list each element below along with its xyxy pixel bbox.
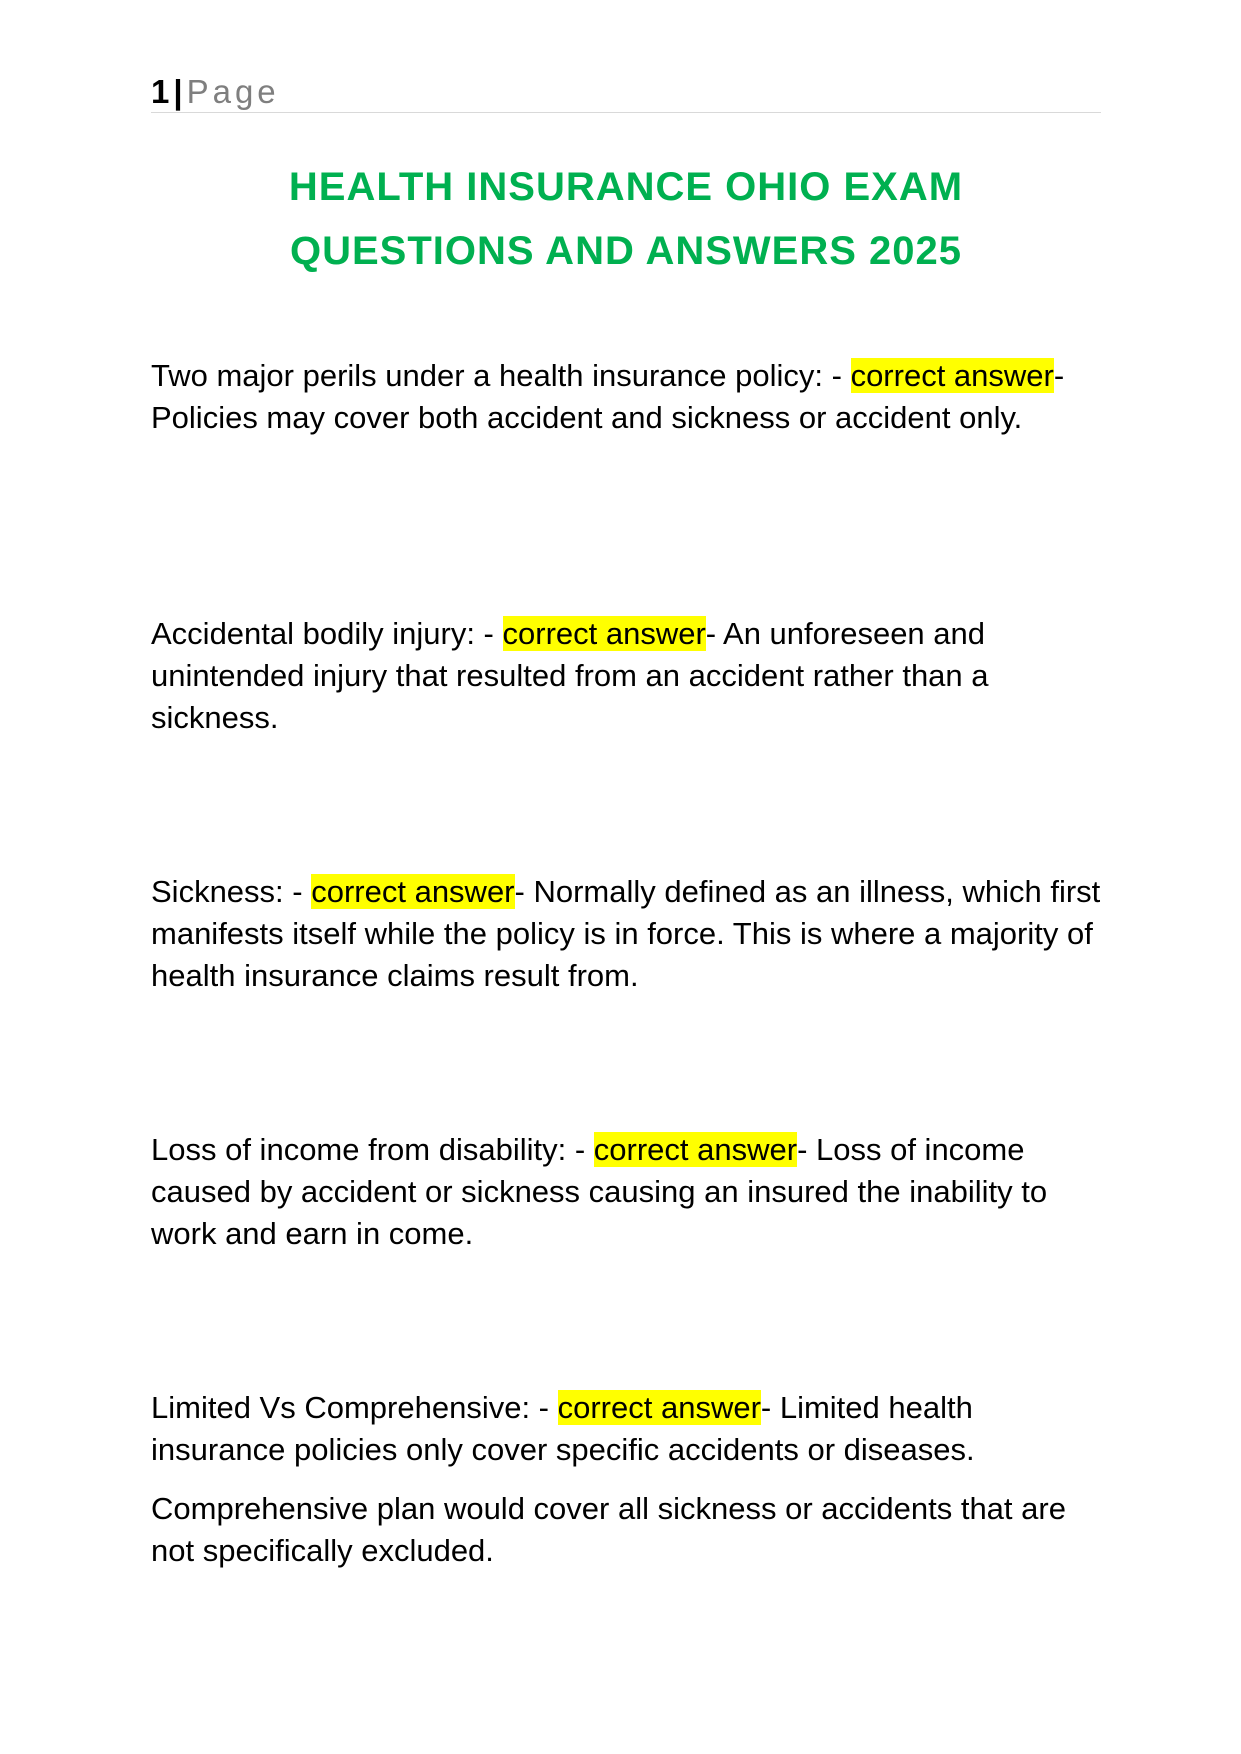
answer-text: - Normally defined as an illness, which first manifests itself while the policy is in force. This is where a majority of health insurance claims result from. [151, 874, 1101, 993]
question-text: Two major perils under a health insurance policy: - [151, 358, 851, 393]
answer-marker: correct answer [557, 1390, 761, 1425]
header-separator: | [173, 73, 183, 110]
answer-marker: correct answer [502, 616, 706, 651]
qa-item [151, 355, 1101, 439]
page-label: Page [186, 73, 280, 110]
qa-item [151, 1387, 1101, 1471]
qa-item [151, 1129, 1101, 1255]
answer-text: - Loss of income caused by accident or sickness causing an insured the inability to work and earn in come. [151, 1132, 1048, 1251]
page-number: 1 [151, 73, 170, 110]
answer-text: - Policies may cover both accident and sickness or accident only. [151, 358, 1065, 435]
answer-text: - An unforeseen and unintended injury that resulted from an accident rather than a sickness. [151, 616, 989, 735]
question-text: Limited Vs Comprehensive: - [151, 1390, 558, 1425]
title-line-1: HEALTH INSURANCE OHIO EXAM [288, 165, 964, 209]
question-text: Loss of income from disability: - [151, 1132, 594, 1167]
answer-marker: correct answer [593, 1132, 798, 1167]
document-title [151, 155, 1101, 283]
question-text: Accidental bodily injury: - [151, 616, 503, 651]
answer-continuation: Comprehensive plan would cover all sickness or accidents that are not specifically excluded. [151, 1491, 1066, 1568]
qa-item [151, 871, 1101, 997]
question-text: Sickness: - [151, 874, 312, 909]
page-header [151, 72, 1101, 113]
answer-marker: correct answer [850, 358, 1054, 393]
qa-item [151, 613, 1101, 739]
answer-marker: correct answer [311, 874, 515, 909]
title-line-2: QUESTIONS AND ANSWERS 2025 [289, 229, 963, 273]
answer-text: - Limited health insurance policies only cover specific accidents or diseases. [151, 1390, 975, 1467]
